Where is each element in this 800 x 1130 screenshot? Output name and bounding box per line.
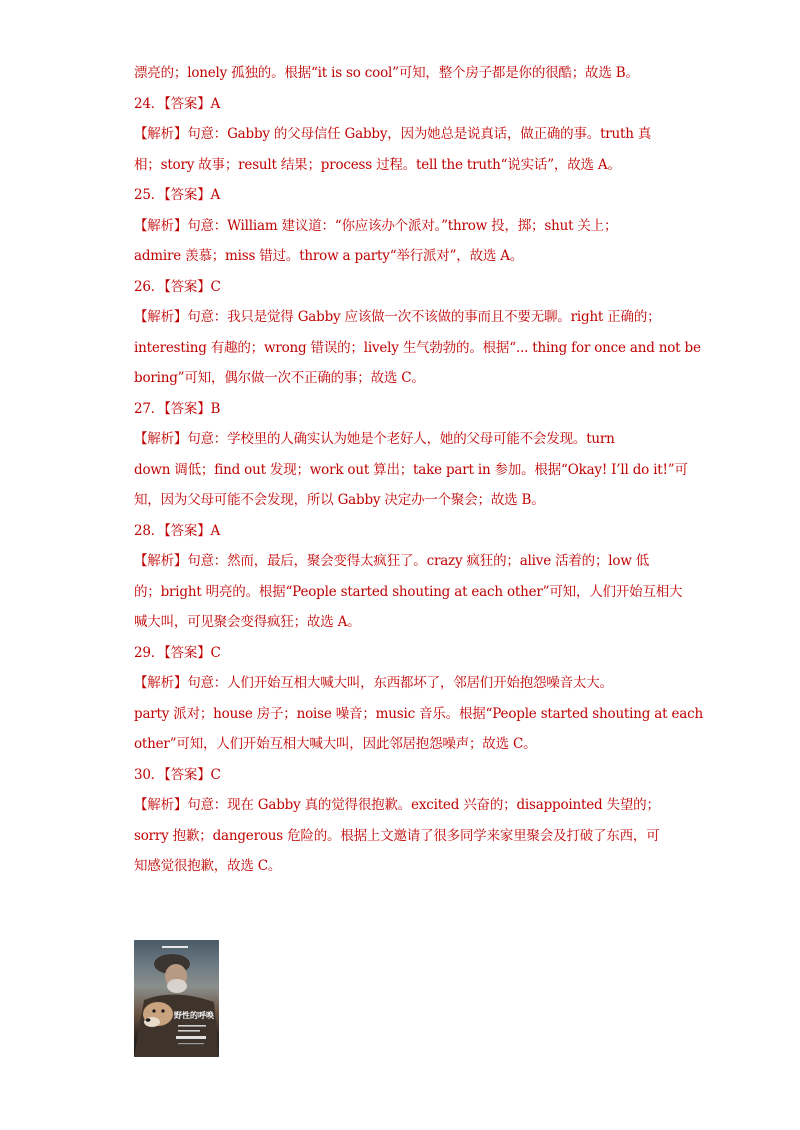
movie-poster-image: [134, 940, 219, 1057]
answer-heading: 25．【答案】A: [134, 187, 221, 203]
text-line: 漂亮的；lonely 孤独的。根据“it is so cool”可知，整个房子都是你的很酷；故选 B。: [134, 65, 639, 81]
answer-text-block: [134, 58, 703, 882]
text-line: 【解析】句意：然而，最后，聚会变得太疯狂了。crazy 疯狂的；alive 活着的；low 低: [134, 553, 650, 569]
text-line: 相；story 故事；result 结果；process 过程。tell the truth“说实话”，故选 A。: [134, 156, 621, 173]
answer-heading: 29．【答案】C: [134, 644, 221, 661]
text-line: 【解析】句意：人们开始互相大喊大叫，东西都坏了，邻居们开始抱怨噪音太大。: [134, 675, 613, 691]
answer-heading: 30．【答案】C: [134, 766, 221, 783]
text-line: 【解析】句意：William 建议道：“你应该办个派对。”throw 投，掷；shut 关上；: [134, 217, 618, 234]
text-line: 知感觉很抱歉，故选 C。: [134, 858, 282, 874]
poster-artwork: [134, 940, 219, 1057]
text-line: admire 羡慕；miss 错过。throw a party“举行派对”，故选 A。: [134, 248, 524, 264]
text-line: 【解析】句意：Gabby 的父母信任 Gabby，因为她总是说真话，做正确的事。truth 真: [134, 126, 652, 142]
poster-title: 野性的呼唤: [174, 1011, 214, 1020]
answer-heading: 24．【答案】A: [134, 95, 221, 112]
text-line: 的；bright 明亮的。根据“People started shouting at each other”可知，人们开始互相大: [134, 583, 683, 600]
text-line: 【解析】句意：现在 Gabby 真的觉得很抱歉。excited 兴奋的；disappointed 失望的；: [134, 797, 660, 813]
answer-heading: 28．【答案】A: [134, 522, 221, 539]
text-line: 【解析】句意：学校里的人确实认为她是个老好人，她的父母可能不会发现。turn: [134, 431, 615, 447]
text-line: party 派对；house 房子；noise 噪音；music 音乐。根据“People started shouting at each: [134, 705, 703, 722]
answer-heading: 27．【答案】B: [134, 400, 221, 417]
answer-heading: 26．【答案】C: [134, 278, 221, 295]
text-line: 喊大叫，可见聚会变得疯狂；故选 A。: [134, 614, 361, 630]
text-line: sorry 抱歉；dangerous 危险的。根据上文邀请了很多同学来家里聚会及打破了东西，可: [134, 827, 660, 844]
text-line: down 调低；find out 发现；work out 算出；take part in 参加。根据“Okay! I’ll do it!”可: [134, 461, 688, 478]
text-line: interesting 有趣的；wrong 错误的；lively 生气勃勃的。根据“... thing for once and not be: [134, 339, 701, 356]
text-line: boring”可知，偶尔做一次不正确的事；故选 C。: [134, 370, 425, 386]
text-line: 【解析】句意：我只是觉得 Gabby 应该做一次不该做的事而且不要无聊。right 正确的；: [134, 309, 661, 325]
text-line: 知，因为父母可能不会发现，所以 Gabby 决定办一个聚会；故选 B。: [134, 492, 545, 508]
text-line: other”可知，人们开始互相大喊大叫，因此邻居抱怨噪声；故选 C。: [134, 736, 537, 752]
